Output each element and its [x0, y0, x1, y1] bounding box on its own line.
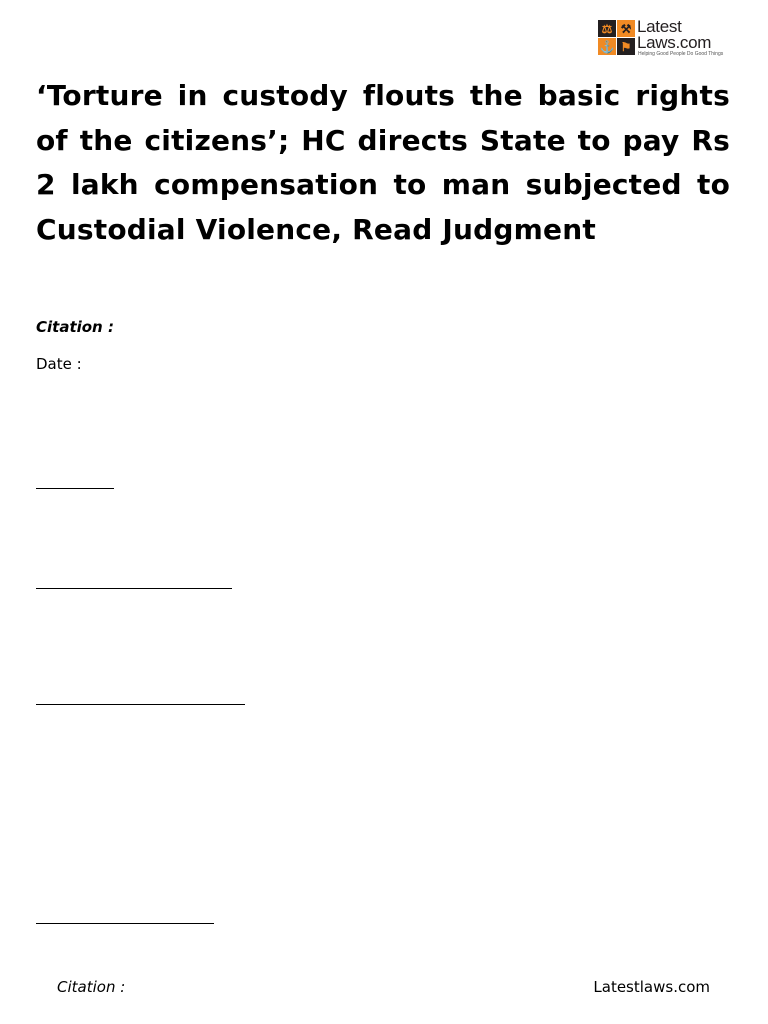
- logo-text-line1: Latest: [637, 17, 682, 36]
- divider-line: [36, 488, 114, 489]
- article-title: ‘Torture in custody flouts the basic rights of the citizens’; HC directs State to pay Rs 2 lakh compensation to man subjected to Custodial Violence, Read Judgment: [36, 79, 730, 246]
- logo-mark-icon: [598, 20, 635, 56]
- footer-site-name: Latestlaws.com: [593, 978, 710, 996]
- citation-label: Citation :: [36, 318, 114, 336]
- logo-tile-icon: ⚖: [598, 20, 616, 37]
- logo-tile-icon: ⚓: [599, 39, 615, 54]
- logo-tile-icon: ⚒: [617, 20, 635, 37]
- divider-line: [36, 588, 232, 589]
- site-logo: [598, 18, 730, 58]
- date-label: Date :: [36, 355, 82, 373]
- logo-tagline: Helping Good People Do Good Things: [638, 51, 724, 57]
- logo-text-line2: Laws.com: [637, 33, 712, 52]
- divider-line: [36, 704, 245, 705]
- footer-citation-label: Citation :: [57, 978, 126, 996]
- divider-line: [36, 923, 214, 924]
- logo-tile-icon: ⚑: [617, 38, 635, 55]
